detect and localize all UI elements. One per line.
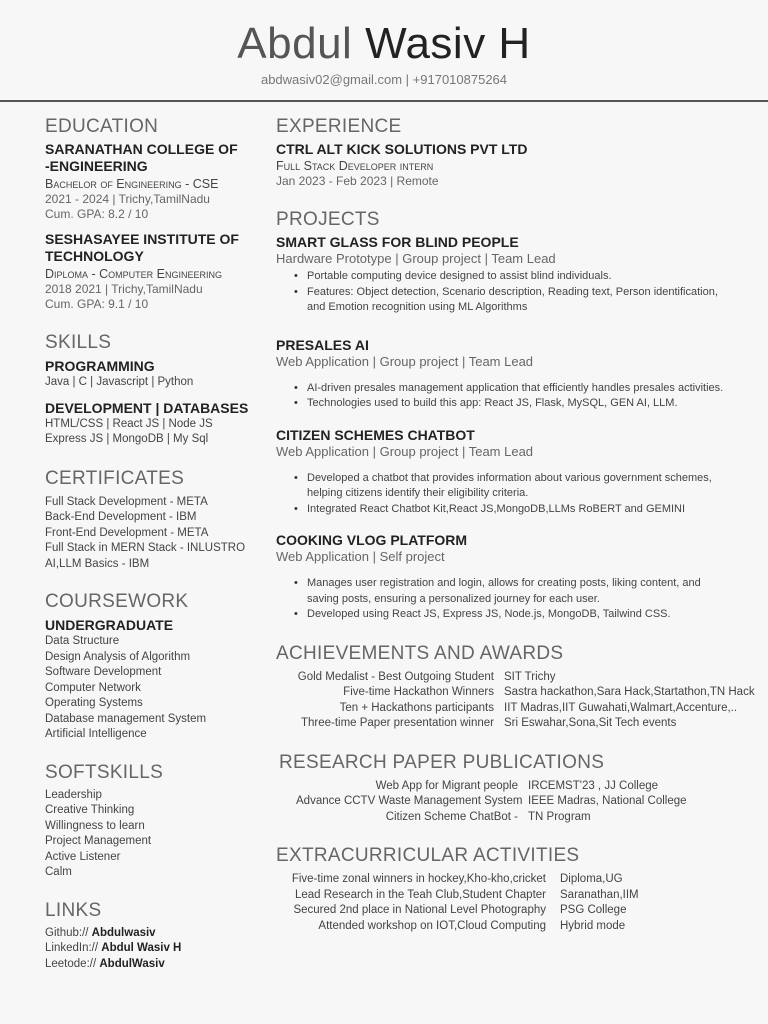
- publication-title: Advance CCTV Waste Management System: [296, 795, 523, 807]
- achievement-detail: IIT Madras,IIT Guwahati,Walmart,Accenture,..: [504, 701, 738, 714]
- education-dates: 2021 - 2024 | Trichy,TamilNadu: [45, 192, 210, 206]
- achievements-table: [272, 670, 764, 732]
- softskill-item: Active Listener: [45, 850, 121, 863]
- project-subtitle: Web Application | Self project: [276, 549, 445, 564]
- achievement-label: Ten + Hackathons participants: [339, 701, 494, 714]
- coursework-heading: UNDERGRADUATE: [45, 617, 174, 633]
- contact-line: abdwasiv02@gmail.com | +917010875264: [260, 72, 508, 87]
- company-name: CTRL ALT KICK SOLUTIONS PVT LTD: [276, 141, 528, 157]
- achievements-section: [276, 643, 764, 732]
- section-title: EDUCATION: [45, 116, 159, 137]
- institution-name: SESHASAYEE INSTITUTE OF: [45, 231, 239, 247]
- activity-label: Secured 2nd place in National Level Photography: [293, 904, 546, 916]
- course-item: Data Structure: [45, 635, 120, 647]
- project-name: PRESALES AI: [276, 336, 369, 353]
- section-title: RESEARCH PAPER PUBLICATIONS: [279, 751, 605, 773]
- resume-header: [0, 0, 768, 100]
- activity-label: Five-time zonal winners in hockey,Kho-kho,cricket: [291, 873, 546, 885]
- certificate-item: Back-End Development - IBM: [45, 511, 197, 523]
- skill-group-heading: PROGRAMMING: [45, 358, 155, 374]
- project-bullet: • Technologies used to build this app: React JS, Flask, MySQL, GEN AI, LLM.: [294, 396, 734, 412]
- extracurricular-section: [276, 845, 764, 934]
- course-item: Software Development: [45, 666, 162, 678]
- section-title: SKILLS: [45, 332, 112, 353]
- softskills-section: [45, 762, 269, 881]
- skills-section: [45, 332, 269, 448]
- link-prefix: Leetode://: [45, 957, 100, 970]
- right-column: [276, 116, 764, 934]
- gpa: Cum. GPA: 8.2 / 10: [45, 207, 149, 221]
- achievement-label: Gold Medalist - Best Outgoing Student: [297, 670, 494, 683]
- project-name: CITIZEN SCHEMES CHATBOT: [276, 426, 475, 443]
- section-title: PROJECTS: [276, 209, 380, 230]
- publication-title: Citizen Scheme ChatBot -: [385, 810, 518, 823]
- activity-detail: PSG College: [560, 904, 627, 916]
- project-entry: [276, 427, 764, 518]
- certificate-item: Full Stack Development - META: [45, 495, 208, 508]
- softskill-item: Creative Thinking: [45, 804, 135, 816]
- project-bullet: • Manages user registration and login, allows for creating posts, liking content, and saving posts, ensuring a personalized journey for each user.: [294, 576, 734, 607]
- section-title: LINKS: [45, 899, 102, 921]
- course-item: Database management System: [45, 712, 207, 725]
- research-table: [296, 779, 764, 826]
- coursework-section: [45, 591, 269, 743]
- publication-venue: IRCEMST'23 , JJ College: [528, 779, 659, 792]
- project-entry: [276, 532, 764, 623]
- skill-line: Java | C | Javascript | Python: [45, 376, 194, 388]
- institution-name: SARANATHAN COLLEGE OF: [45, 141, 238, 157]
- project-bullet: • Features: Object detection, Scenario description, Reading text, Person identification, and Emotion recognition using ML Algorithms: [294, 285, 734, 316]
- education-dates: 2018 2021 | Trichy,TamilNadu: [45, 282, 203, 296]
- activity-detail: Hybrid mode: [560, 919, 626, 932]
- link-prefix: Github://: [45, 926, 92, 939]
- project-subtitle: Web Application | Group project | Team Lead: [276, 443, 534, 459]
- course-item: Computer Network: [45, 681, 141, 694]
- publication-venue: IEEE Madras, National College: [528, 795, 687, 807]
- section-title: EXTRACURRICULAR ACTIVITIES: [276, 845, 580, 866]
- achievement-label: Five-time Hackathon Winners: [343, 686, 494, 698]
- left-column: [45, 116, 269, 972]
- education-section: [45, 116, 269, 312]
- project-subtitle: Hardware Prototype | Group project | Team Lead: [276, 251, 556, 266]
- project-entry: [276, 234, 764, 316]
- activity-label: Lead Research in the Teah Club,Student Chapter: [294, 888, 546, 901]
- first-name: Abdul: [237, 19, 353, 68]
- link-prefix: LinkedIn://: [45, 942, 102, 954]
- softskill-item: Willingness to learn: [45, 819, 145, 832]
- section-title: SOFTSKILLS: [45, 761, 164, 783]
- softskill-item: Leadership: [45, 788, 102, 801]
- skill-line: Express JS | MongoDB | My Sql: [45, 433, 209, 445]
- achievement-detail: SIT Trichy: [504, 670, 556, 683]
- project-bullet: • Developed a chatbot that provides information about various government schemes, helping citizens identify their eligibility criteria.: [294, 471, 734, 502]
- project-bullet: • Portable computing device designed to assist blind individuals.: [294, 269, 734, 285]
- header-divider: [0, 100, 768, 102]
- candidate-name: [0, 18, 768, 70]
- github-link[interactable]: [45, 926, 269, 942]
- gpa: Cum. GPA: 9.1 / 10: [45, 297, 149, 311]
- research-section: [276, 752, 764, 826]
- certificate-item: Full Stack in MERN Stack - INLUSTRO: [45, 542, 246, 554]
- projects-section: [276, 209, 764, 623]
- certificate-item: Front-End Development - META: [45, 526, 209, 539]
- education-entry: [45, 141, 269, 222]
- course-item: Artificial Intelligence: [45, 728, 147, 740]
- certificate-item: AI,LLM Basics - IBM: [45, 557, 150, 570]
- section-title: ACHIEVEMENTS AND AWARDS: [276, 642, 564, 664]
- link-value: Abdul Wasiv H: [101, 942, 182, 954]
- project-bullet: • Integrated React Chatbot Kit,React JS,MongoDB,LLMs RoBERT and GEMINI: [294, 502, 734, 518]
- degree: Bachelor of Engineering - CSE: [45, 177, 219, 191]
- section-title: CERTIFICATES: [45, 467, 185, 489]
- project-name: SMART GLASS FOR BLIND PEOPLE: [276, 234, 519, 250]
- achievement-label: Three-time Paper presentation winner: [300, 717, 494, 729]
- degree: Diploma - Computer Engineering: [45, 267, 222, 281]
- education-entry: [45, 231, 269, 312]
- course-item: Operating Systems: [45, 697, 143, 709]
- project-subtitle: Web Application | Group project | Team Lead: [276, 353, 534, 369]
- project-bullet: • Developed using React JS, Express JS, Node.js, MongoDB, Tailwind CSS.: [294, 607, 734, 623]
- linkedin-link[interactable]: [45, 941, 269, 957]
- link-value: AbdulWasiv: [99, 957, 165, 970]
- publication-title: Web App for Migrant people: [375, 779, 518, 792]
- leetcode-link[interactable]: [45, 957, 269, 973]
- softskill-item: Project Management: [45, 835, 152, 847]
- section-title: COURSEWORK: [45, 591, 189, 612]
- certificates-section: [45, 468, 269, 573]
- job-role: Full Stack Developer intern: [276, 159, 434, 173]
- course-item: Design Analysis of Algorithm: [45, 650, 191, 663]
- activity-detail: Diploma,UG: [560, 873, 623, 885]
- last-name: Wasiv H: [365, 19, 531, 68]
- institution-name-cont: -ENGINEERING: [45, 158, 148, 174]
- institution-name-cont: TECHNOLOGY: [45, 248, 144, 264]
- project-entry: [276, 337, 764, 412]
- activity-detail: Saranathan,IIM: [560, 888, 639, 901]
- extracurricular-table: [276, 872, 764, 934]
- activity-label: Attended workshop on IOT,Cloud Computing: [318, 919, 546, 932]
- section-title: EXPERIENCE: [276, 116, 402, 137]
- achievement-detail: Sastra hackathon,Sara Hack,Startathon,TN Hack: [504, 686, 755, 698]
- job-dates: Jan 2023 - Feb 2023 | Remote: [276, 174, 439, 188]
- project-bullet: • AI-driven presales management application that efficiently handles presales activities.: [294, 381, 734, 397]
- publication-venue: TN Program: [528, 810, 591, 823]
- skill-group-heading: DEVELOPMENT | DATABASES: [45, 399, 249, 416]
- softskill-item: Calm: [45, 866, 72, 878]
- link-value: Abdulwasiv: [91, 926, 156, 939]
- achievement-detail: Sri Eswahar,Sona,Sit Tech events: [504, 717, 677, 729]
- project-name: COOKING VLOG PLATFORM: [276, 532, 468, 548]
- links-section: [45, 900, 269, 973]
- skill-line: HTML/CSS | React JS | Node JS: [45, 417, 213, 430]
- experience-section: [276, 116, 764, 189]
